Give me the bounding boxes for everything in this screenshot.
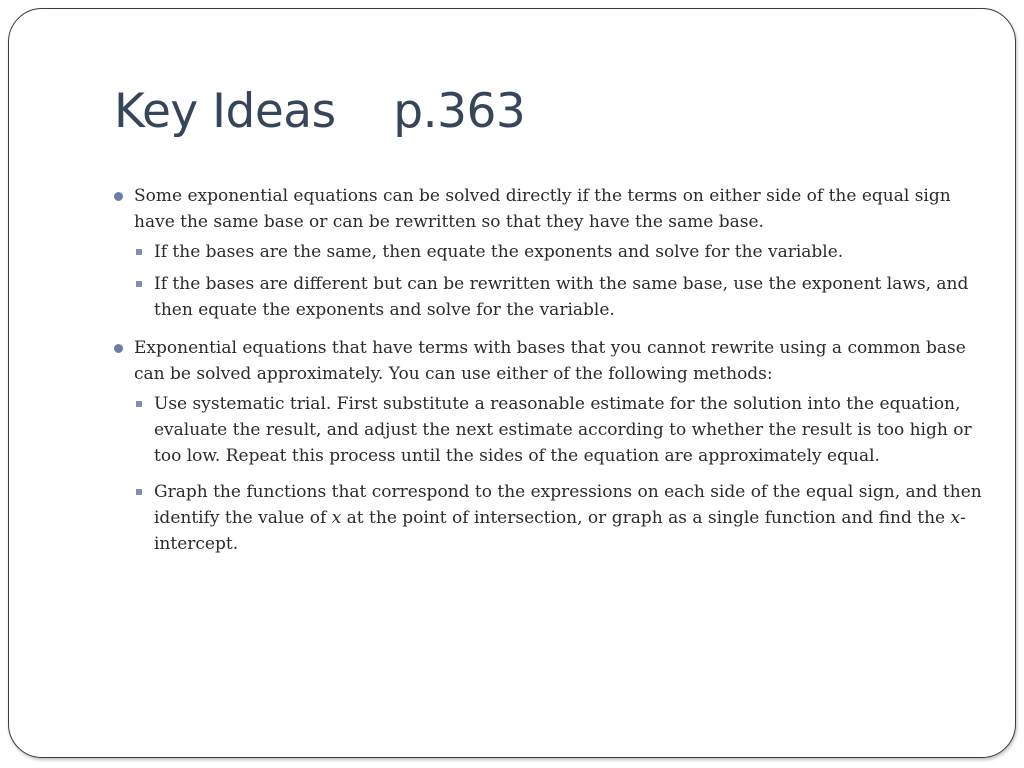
round-bullet-icon bbox=[114, 344, 123, 353]
sub-bullet-item bbox=[134, 271, 984, 323]
bullet-item bbox=[114, 335, 984, 557]
sub-bullet-list bbox=[134, 391, 984, 557]
square-bullet-icon bbox=[136, 401, 142, 407]
sub-bullet-item bbox=[134, 239, 984, 265]
round-bullet-icon bbox=[114, 192, 123, 201]
bullet-text: Exponential equations that have terms with bases that you cannot rewrite using a common base can be solved approximately. You can use either of the following methods: bbox=[134, 338, 966, 384]
bullet-item bbox=[114, 183, 984, 323]
bullet-text: Some exponential equations can be solved directly if the terms on either side of the equal sign have the same base or can be rewritten so that they have the same base. bbox=[134, 186, 951, 232]
slide-title: Key Ideas p.363 bbox=[114, 84, 526, 139]
square-bullet-icon bbox=[136, 489, 142, 495]
sub-bullet-text: Use systematic trial. First substitute a reasonable estimate for the solution into the equation, evaluate the result, and adjust the next estimate according to whether the result is too high or too low. Repeat this process until the sides of the equation are approximately equal. bbox=[154, 394, 972, 466]
square-bullet-icon bbox=[136, 249, 142, 255]
sub-bullet-item bbox=[134, 479, 984, 557]
sub-bullet-text: If the bases are different but can be rewritten with the same base, use the exponent laws, and then equate the exponents and solve for the variable. bbox=[154, 274, 969, 320]
sub-bullet-text: If the bases are the same, then equate the exponents and solve for the variable. bbox=[154, 242, 844, 262]
bullet-list bbox=[114, 183, 984, 557]
square-bullet-icon bbox=[136, 281, 142, 287]
sub-bullet-list bbox=[134, 239, 984, 323]
sub-bullet-item bbox=[134, 391, 984, 469]
slide-content bbox=[114, 183, 984, 569]
sub-bullet-text: Graph the functions that correspond to the expressions on each side of the equal sign, and then identify the value of x at the point of intersection, or graph as a single function and find the x-intercept. bbox=[154, 482, 982, 554]
